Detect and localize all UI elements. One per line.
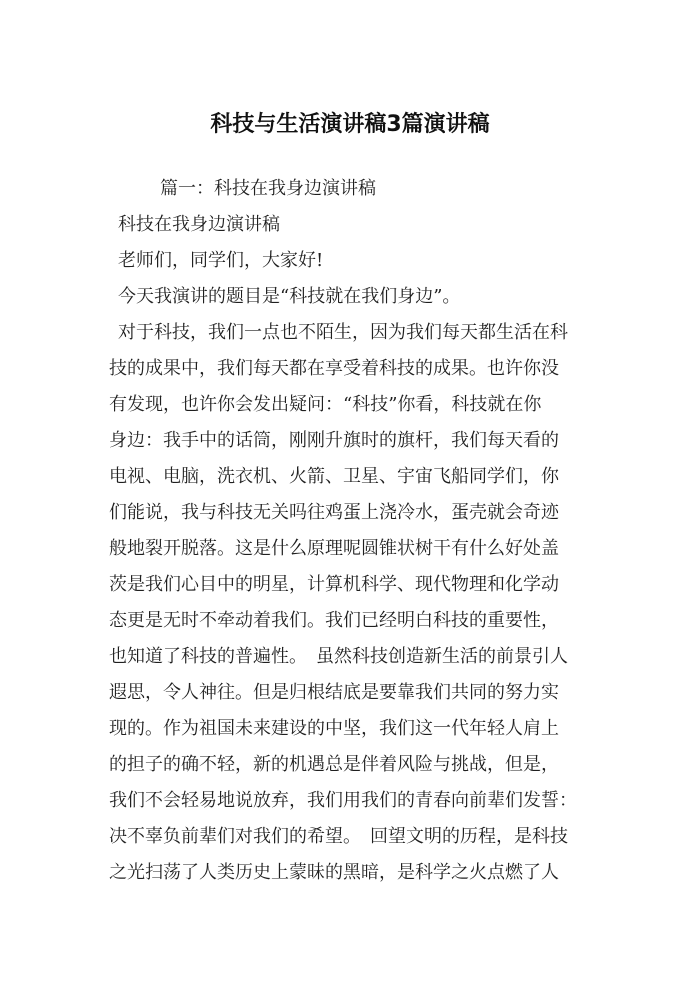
- body-text-line: 态更是无时不牵动着我们。我们已经明白科技的重要性，: [109, 610, 559, 631]
- body-text-line: 们能说，我与科技无关吗往鸡蛋上浇冷水，蛋壳就会奇迹: [109, 502, 559, 523]
- body-text-line: 对于科技，我们一点也不陌生，因为我们每天都生活在科: [118, 322, 568, 343]
- body-text-line: 有发现，也许你会发出疑问：“科技”你看，科技就在你: [109, 394, 542, 415]
- body-text-line: 般地裂开脱落。这是什么原理呢圆锥状树干有什么好处盖: [109, 538, 559, 559]
- body-text-line: 现的。作为祖国未来建设的中坚，我们这一代年轻人肩上: [109, 718, 559, 739]
- body-text-line: 电视、电脑，洗衣机、火箭、卫星、宇宙飞船同学们，你: [109, 466, 559, 487]
- speech-title: 科技在我身边演讲稿: [118, 214, 280, 235]
- topic-line: 今天我演讲的题目是“科技就在我们身边”。: [118, 286, 461, 307]
- body-text-line: 技的成果中，我们每天都在享受着科技的成果。也许你没: [109, 358, 559, 379]
- body-text-line: 茨是我们心目中的明星，计算机科学、现代物理和化学动: [109, 574, 559, 595]
- greeting-line: 老师们，同学们，大家好!: [118, 250, 324, 271]
- section-heading: 篇一：科技在我身边演讲稿: [160, 178, 376, 199]
- body-text-line: 遐思，令人神往。但是归根结底是要靠我们共同的努力实: [109, 682, 559, 703]
- document-title: 科技与生活演讲稿3篇演讲稿: [210, 112, 490, 137]
- body-text-line: 之光扫荡了人类历史上蒙昧的黑暗，是科学之火点燃了人: [109, 862, 559, 883]
- body-text-line: 身边：我手中的话筒，刚刚升旗时的旗杆，我们每天看的: [109, 430, 559, 451]
- body-text-line: 也知道了科技的普遍性。 虽然科技创造新生活的前景引人: [109, 646, 568, 667]
- body-text-line: 的担子的确不轻，新的机遇总是伴着风险与挑战，但是，: [109, 754, 559, 775]
- body-text-line: 我们不会轻易地说放弃，我们用我们的青春向前辈们发誓：: [109, 790, 577, 811]
- body-text-line: 决不辜负前辈们对我们的希望。 回望文明的历程，是科技: [109, 826, 568, 847]
